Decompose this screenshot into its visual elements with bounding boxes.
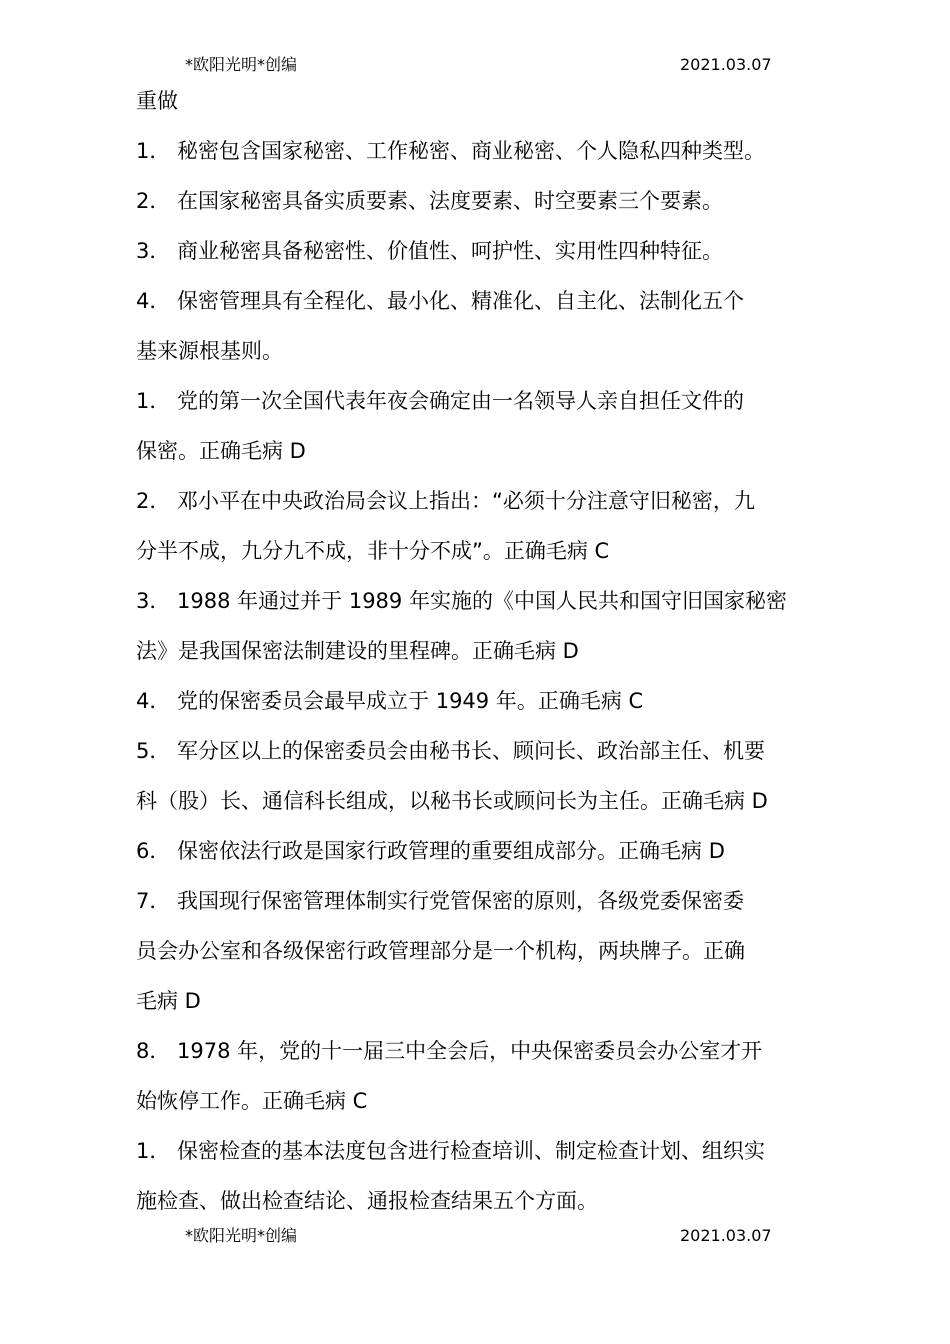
text-line: 3． 1988 年通过并于 1989 年实施的《中国人民共和国守旧国家秘密	[136, 589, 787, 613]
text-line: 6． 保密依法行政是国家行政管理的重要组成部分。正确毛病 D	[136, 839, 725, 863]
text-line: 始恢停工作。正确毛病 C	[136, 1089, 368, 1113]
text-line: 2． 在国家秘密具备实质要素、法度要素、时空要素三个要素。	[136, 189, 724, 213]
text-line: 分半不成，九分九不成，非十分不成”。正确毛病 C	[136, 539, 610, 563]
text-line: 基来源根基则。	[136, 339, 283, 363]
footer-date: 2021.03.07	[680, 1226, 772, 1245]
text-line: 保密。正确毛病 D	[136, 439, 306, 463]
footer-author: *欧阳光明*创编	[185, 1226, 298, 1245]
header-date: 2021.03.07	[680, 55, 772, 74]
header-author: *欧阳光明*创编	[185, 55, 298, 74]
text-line: 施检查、做出检查结论、通报检查结果五个方面。	[136, 1189, 598, 1213]
text-line: 毛病 D	[136, 989, 201, 1013]
text-line: 法》是我国保密法制建设的里程碑。正确毛病 D	[136, 639, 579, 663]
text-line: 1． 保密检查的基本法度包含进行检查培训、制定检查计划、组织实	[136, 1139, 766, 1163]
text-line: 5． 军分区以上的保密委员会由秘书长、顾问长、政治部主任、机要	[136, 739, 766, 763]
text-line: 7． 我国现行保密管理体制实行党管保密的原则，各级党委保密委	[136, 889, 745, 913]
text-line: 1． 党的第一次全国代表年夜会确定由一名领导人亲自担任文件的	[136, 389, 745, 413]
text-line: 科（股）长、通信科长组成，以秘书长或顾问长为主任。正确毛病 D	[136, 789, 768, 813]
text-line: 1． 秘密包含国家秘密、工作秘密、商业秘密、个人隐私四种类型。	[136, 139, 766, 163]
text-line: 8． 1978 年，党的十一届三中全会后，中央保密委员会办公室才开	[136, 1039, 763, 1063]
doc-title: 重做	[136, 89, 178, 113]
text-line: 3． 商业秘密具备秘密性、价值性、呵护性、实用性四种特征。	[136, 239, 724, 263]
text-line: 员会办公室和各级保密行政管理部分是一个机构，两块牌子。正确	[136, 939, 745, 963]
text-line: 4． 党的保密委员会最早成立于 1949 年。正确毛病 C	[136, 689, 644, 713]
text-line: 4． 保密管理具有全程化、最小化、精准化、自主化、法制化五个	[136, 289, 745, 313]
text-line: 2． 邓小平在中央政治局会议上指出：“必须十分注意守旧秘密，九	[136, 489, 755, 513]
document-body	[136, 76, 836, 1226]
